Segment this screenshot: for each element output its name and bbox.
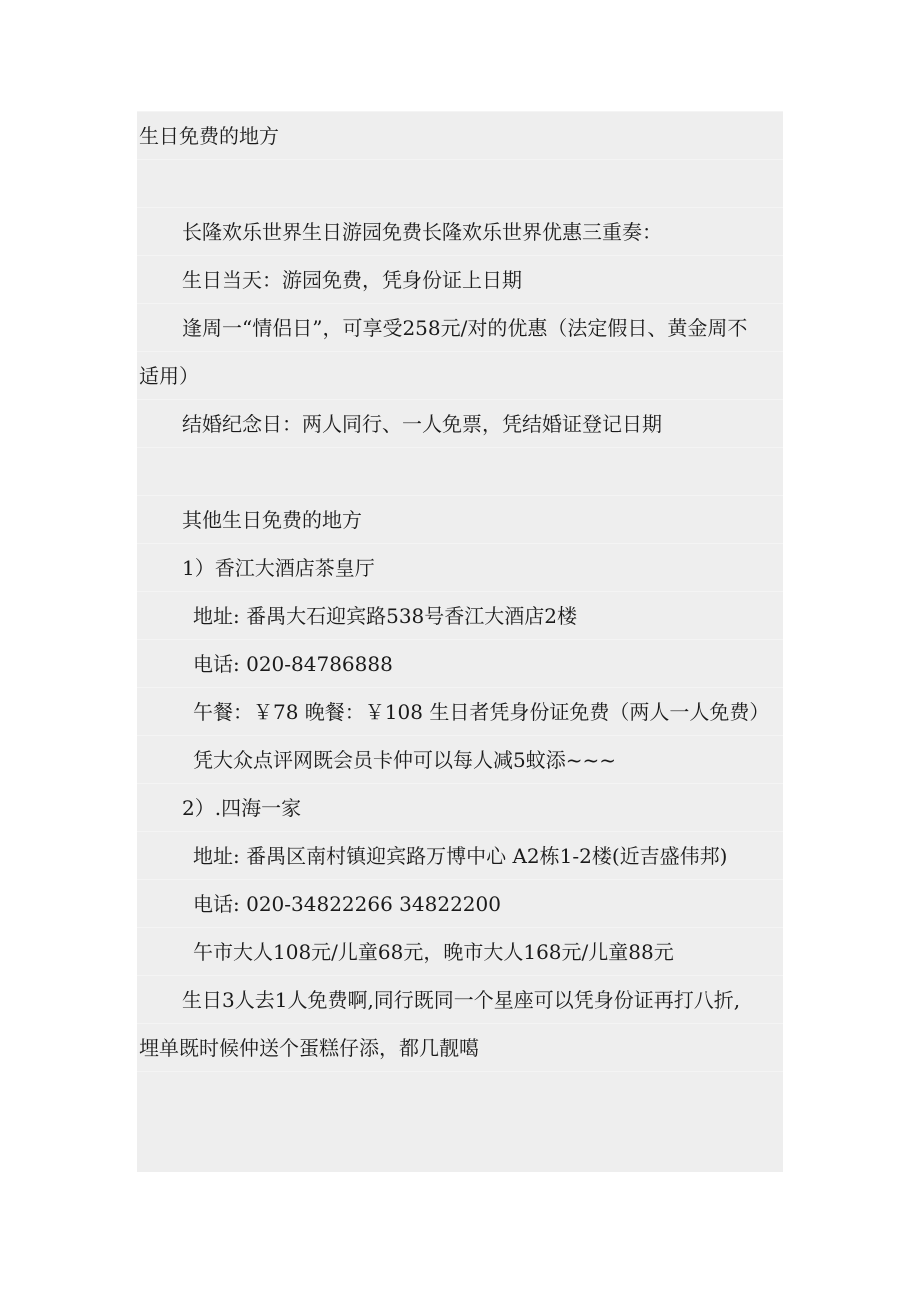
row-divider xyxy=(137,1071,783,1120)
section2-heading: 其他生日免费的地方 xyxy=(182,508,362,532)
row-divider xyxy=(137,351,783,400)
row-divider xyxy=(137,159,783,208)
place2-price: 午市大人108元/儿童68元，晚市大人168元/儿童88元 xyxy=(193,940,674,964)
section1-heading: 长隆欢乐世界生日游园免费长隆欢乐世界优惠三重奏： xyxy=(182,220,662,244)
place2-note-cont: 埋单既时候仲送个蛋糕仔添，都几靓噶 xyxy=(139,1036,479,1060)
place1-price: 午餐：￥78 晚餐：￥108 生日者凭身份证免费（两人一人免费） xyxy=(193,700,770,724)
place2-address: 地址: 番禺区南村镇迎宾路万博中心 A2栋1-2楼(近吉盛伟邦) xyxy=(193,844,728,868)
place1-phone: 电话: 020-84786888 xyxy=(193,652,393,676)
anniversary-offer: 结婚纪念日：两人同行、一人免票，凭结婚证登记日期 xyxy=(182,412,662,436)
row-divider xyxy=(137,447,783,496)
place1-address: 地址: 番禺大石迎宾路538号香江大酒店2楼 xyxy=(193,604,577,628)
place1-name: 1）香江大酒店茶皇厅 xyxy=(182,556,375,580)
couples-day-offer-cont: 适用） xyxy=(139,364,199,388)
couples-day-offer: 逢周一“情侣日”，可享受258元/对的优惠（法定假日、黄金周不 xyxy=(182,316,748,340)
place1-note: 凭大众点评网既会员卡仲可以每人减5蚊添~~~ xyxy=(193,748,616,772)
document-title: 生日免费的地方 xyxy=(139,124,279,148)
place2-note: 生日3人去1人免费啊,同行既同一个星座可以凭身份证再打八折, xyxy=(182,988,741,1012)
place2-name: 2）.四海一家 xyxy=(182,796,302,820)
birthday-offer: 生日当天：游园免费，凭身份证上日期 xyxy=(182,268,522,292)
place2-phone: 电话: 020-34822266 34822200 xyxy=(193,892,501,916)
